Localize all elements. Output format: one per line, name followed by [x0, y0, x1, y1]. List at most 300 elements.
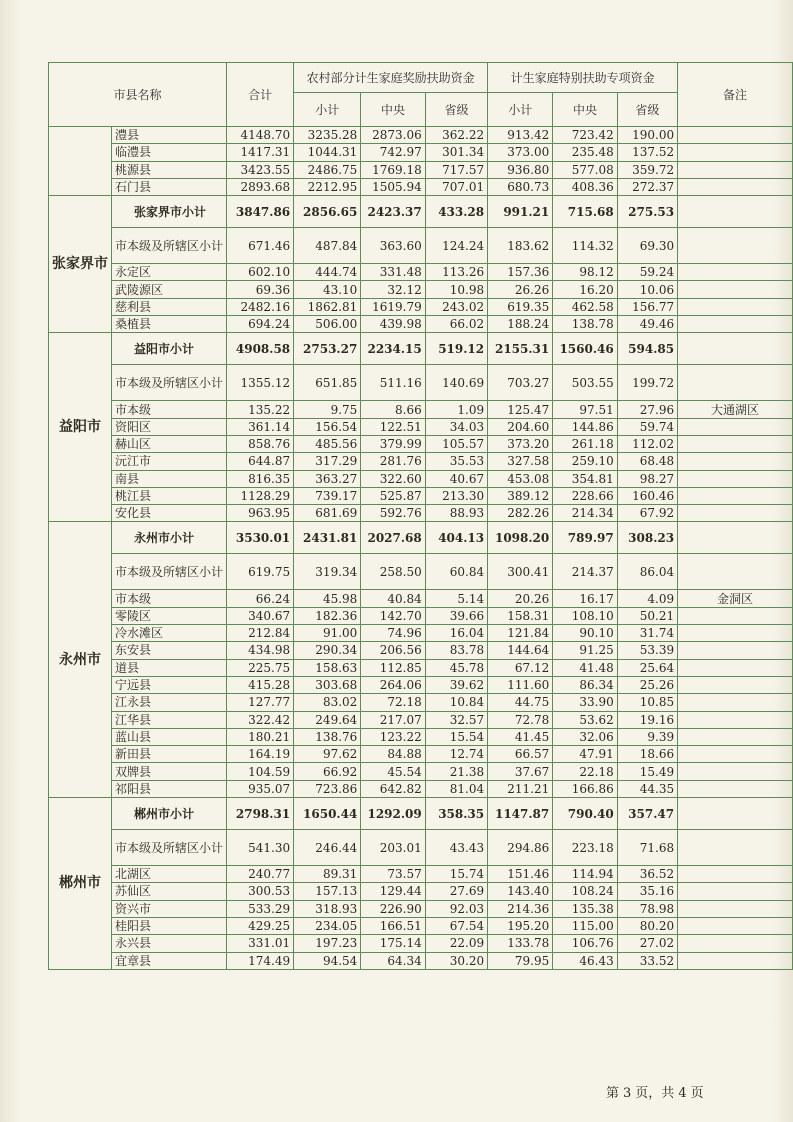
remark-cell	[678, 196, 793, 228]
value-cell: 592.76	[361, 505, 425, 522]
table-row	[49, 178, 793, 195]
value-cell: 340.67	[227, 607, 294, 624]
value-cell: 723.42	[553, 127, 617, 144]
row-name: 澧县	[112, 127, 227, 144]
value-cell: 264.06	[361, 676, 425, 693]
value-cell: 594.85	[617, 333, 677, 365]
value-cell: 249.64	[294, 711, 361, 728]
value-cell: 66.24	[227, 590, 294, 607]
table-row	[49, 780, 793, 797]
value-cell: 935.07	[227, 780, 294, 797]
remark-cell	[678, 917, 793, 934]
value-cell: 429.25	[227, 917, 294, 934]
value-cell: 206.56	[361, 642, 425, 659]
value-cell: 33.90	[553, 694, 617, 711]
table-row	[49, 830, 793, 866]
row-name: 祁阳县	[112, 780, 227, 797]
value-cell: 1355.12	[227, 365, 294, 401]
footer-post: 页	[690, 1086, 704, 1101]
value-cell: 261.18	[553, 435, 617, 452]
value-cell: 188.24	[488, 316, 553, 333]
row-name: 宜章县	[112, 952, 227, 969]
value-cell: 190.00	[617, 127, 677, 144]
value-cell: 1417.31	[227, 144, 294, 161]
value-cell: 129.44	[361, 883, 425, 900]
value-cell: 1147.87	[488, 798, 553, 830]
value-cell: 137.52	[617, 144, 677, 161]
value-cell: 272.37	[617, 178, 677, 195]
funding-table	[48, 62, 793, 970]
value-cell: 174.49	[227, 952, 294, 969]
value-cell: 525.87	[361, 487, 425, 504]
footer-mid: 页，共	[635, 1086, 675, 1101]
value-cell: 1044.31	[294, 144, 361, 161]
header-sub-4: 小计	[488, 93, 553, 127]
remark-cell	[678, 298, 793, 315]
value-cell: 108.24	[553, 883, 617, 900]
value-cell: 519.12	[425, 333, 487, 365]
value-cell: 790.40	[553, 798, 617, 830]
value-cell: 681.69	[294, 505, 361, 522]
value-cell: 1650.44	[294, 798, 361, 830]
value-cell: 142.70	[361, 607, 425, 624]
header-sub-6: 省级	[617, 93, 677, 127]
value-cell: 175.14	[361, 935, 425, 952]
value-cell: 183.62	[488, 228, 553, 264]
row-name: 赫山区	[112, 435, 227, 452]
value-cell: 135.22	[227, 401, 294, 418]
value-cell: 2753.27	[294, 333, 361, 365]
value-cell: 2212.95	[294, 178, 361, 195]
value-cell: 991.21	[488, 196, 553, 228]
table-row	[49, 161, 793, 178]
value-cell: 143.40	[488, 883, 553, 900]
value-cell: 10.06	[617, 281, 677, 298]
remark-cell	[678, 144, 793, 161]
row-name: 市本级	[112, 401, 227, 418]
value-cell: 415.28	[227, 676, 294, 693]
value-cell: 199.72	[617, 365, 677, 401]
table-row	[49, 228, 793, 264]
value-cell: 2234.15	[361, 333, 425, 365]
value-cell: 114.94	[553, 866, 617, 883]
row-name: 双牌县	[112, 763, 227, 780]
table-row	[49, 281, 793, 298]
value-cell: 59.74	[617, 418, 677, 435]
value-cell: 59.24	[617, 264, 677, 281]
value-cell: 204.60	[488, 418, 553, 435]
remark-cell	[678, 470, 793, 487]
value-cell: 104.59	[227, 763, 294, 780]
value-cell: 319.34	[294, 554, 361, 590]
table-row	[49, 952, 793, 969]
value-cell: 2155.31	[488, 333, 553, 365]
value-cell: 282.26	[488, 505, 553, 522]
row-name: 市本级及所辖区小计	[112, 365, 227, 401]
value-cell: 20.26	[488, 590, 553, 607]
remark-cell	[678, 866, 793, 883]
value-cell: 15.49	[617, 763, 677, 780]
value-cell: 133.78	[488, 935, 553, 952]
value-cell: 25.64	[617, 659, 677, 676]
remark-cell	[678, 127, 793, 144]
value-cell: 67.54	[425, 917, 487, 934]
value-cell: 936.80	[488, 161, 553, 178]
value-cell: 203.01	[361, 830, 425, 866]
remark-cell	[678, 228, 793, 264]
value-cell: 644.87	[227, 453, 294, 470]
value-cell: 742.97	[361, 144, 425, 161]
remark-cell	[678, 522, 793, 554]
remark-cell	[678, 264, 793, 281]
value-cell: 506.00	[294, 316, 361, 333]
value-cell: 275.53	[617, 196, 677, 228]
value-cell: 1505.94	[361, 178, 425, 195]
value-cell: 602.10	[227, 264, 294, 281]
value-cell: 240.77	[227, 866, 294, 883]
value-cell: 33.52	[617, 952, 677, 969]
value-cell: 91.00	[294, 625, 361, 642]
value-cell: 45.98	[294, 590, 361, 607]
remark-cell	[678, 763, 793, 780]
value-cell: 157.36	[488, 264, 553, 281]
value-cell: 963.95	[227, 505, 294, 522]
value-cell: 300.53	[227, 883, 294, 900]
value-cell: 1128.29	[227, 487, 294, 504]
value-cell: 619.75	[227, 554, 294, 590]
row-name: 沅江市	[112, 453, 227, 470]
remark-cell	[678, 659, 793, 676]
value-cell: 43.10	[294, 281, 361, 298]
remark-cell	[678, 798, 793, 830]
value-cell: 642.82	[361, 780, 425, 797]
table-row	[49, 900, 793, 917]
value-cell: 158.31	[488, 607, 553, 624]
value-cell: 180.21	[227, 728, 294, 745]
value-cell: 105.57	[425, 435, 487, 452]
value-cell: 156.54	[294, 418, 361, 435]
value-cell: 404.13	[425, 522, 487, 554]
value-cell: 651.85	[294, 365, 361, 401]
table-row	[49, 453, 793, 470]
value-cell: 913.42	[488, 127, 553, 144]
value-cell: 19.16	[617, 711, 677, 728]
table-row	[49, 883, 793, 900]
value-cell: 80.20	[617, 917, 677, 934]
value-cell: 71.68	[617, 830, 677, 866]
value-cell: 9.39	[617, 728, 677, 745]
value-cell: 35.53	[425, 453, 487, 470]
value-cell: 694.24	[227, 316, 294, 333]
value-cell: 363.60	[361, 228, 425, 264]
value-cell: 97.62	[294, 746, 361, 763]
row-name: 武陵源区	[112, 281, 227, 298]
remark-cell: 大通湖区	[678, 401, 793, 418]
remark-cell	[678, 435, 793, 452]
value-cell: 97.51	[553, 401, 617, 418]
row-name: 市本级及所辖区小计	[112, 228, 227, 264]
value-cell: 1862.81	[294, 298, 361, 315]
value-cell: 322.60	[361, 470, 425, 487]
value-cell: 53.62	[553, 711, 617, 728]
value-cell: 164.19	[227, 746, 294, 763]
value-cell: 98.27	[617, 470, 677, 487]
table-row	[49, 418, 793, 435]
value-cell: 235.48	[553, 144, 617, 161]
value-cell: 816.35	[227, 470, 294, 487]
value-cell: 354.81	[553, 470, 617, 487]
row-name: 桑植县	[112, 316, 227, 333]
value-cell: 49.46	[617, 316, 677, 333]
value-cell: 16.04	[425, 625, 487, 642]
row-name: 慈利县	[112, 298, 227, 315]
table-row	[49, 728, 793, 745]
table-row	[49, 625, 793, 642]
table-row	[49, 435, 793, 452]
table-row	[49, 505, 793, 522]
value-cell: 511.16	[361, 365, 425, 401]
value-cell: 113.26	[425, 264, 487, 281]
value-cell: 40.84	[361, 590, 425, 607]
value-cell: 2423.37	[361, 196, 425, 228]
value-cell: 300.41	[488, 554, 553, 590]
row-name: 新田县	[112, 746, 227, 763]
value-cell: 246.44	[294, 830, 361, 866]
row-name: 郴州市小计	[112, 798, 227, 830]
value-cell: 389.12	[488, 487, 553, 504]
value-cell: 858.76	[227, 435, 294, 452]
value-cell: 89.31	[294, 866, 361, 883]
value-cell: 60.84	[425, 554, 487, 590]
value-cell: 226.90	[361, 900, 425, 917]
row-name: 桃源县	[112, 161, 227, 178]
remark-cell	[678, 554, 793, 590]
value-cell: 66.02	[425, 316, 487, 333]
remark-cell	[678, 676, 793, 693]
value-cell: 1.09	[425, 401, 487, 418]
value-cell: 3423.55	[227, 161, 294, 178]
value-cell: 680.73	[488, 178, 553, 195]
value-cell: 671.46	[227, 228, 294, 264]
value-cell: 138.78	[553, 316, 617, 333]
value-cell: 2856.65	[294, 196, 361, 228]
value-cell: 39.62	[425, 676, 487, 693]
value-cell: 27.02	[617, 935, 677, 952]
row-name: 资阳区	[112, 418, 227, 435]
remark-cell	[678, 365, 793, 401]
table-row	[49, 659, 793, 676]
value-cell: 69.30	[617, 228, 677, 264]
value-cell: 84.88	[361, 746, 425, 763]
table-row	[49, 522, 793, 554]
value-cell: 327.58	[488, 453, 553, 470]
value-cell: 124.24	[425, 228, 487, 264]
value-cell: 47.91	[553, 746, 617, 763]
footer-total: 4	[678, 1086, 687, 1101]
value-cell: 22.09	[425, 935, 487, 952]
header-sub-5: 中央	[553, 93, 617, 127]
value-cell: 379.99	[361, 435, 425, 452]
value-cell: 363.27	[294, 470, 361, 487]
row-name: 苏仙区	[112, 883, 227, 900]
remark-cell	[678, 830, 793, 866]
remark-cell	[678, 178, 793, 195]
value-cell: 4908.58	[227, 333, 294, 365]
value-cell: 138.76	[294, 728, 361, 745]
value-cell: 373.20	[488, 435, 553, 452]
value-cell: 619.35	[488, 298, 553, 315]
remark-cell: 金洞区	[678, 590, 793, 607]
value-cell: 213.30	[425, 487, 487, 504]
value-cell: 1560.46	[553, 333, 617, 365]
remark-cell	[678, 883, 793, 900]
value-cell: 127.77	[227, 694, 294, 711]
row-name: 江华县	[112, 711, 227, 728]
value-cell: 281.76	[361, 453, 425, 470]
header-sub-3: 省级	[425, 93, 487, 127]
value-cell: 31.74	[617, 625, 677, 642]
city-label: 永州市	[49, 522, 112, 798]
table-row	[49, 798, 793, 830]
value-cell: 739.17	[294, 487, 361, 504]
remark-cell	[678, 728, 793, 745]
value-cell: 67.12	[488, 659, 553, 676]
table-row	[49, 676, 793, 693]
value-cell: 10.98	[425, 281, 487, 298]
header-total: 合计	[227, 63, 294, 127]
value-cell: 114.32	[553, 228, 617, 264]
value-cell: 487.84	[294, 228, 361, 264]
table-row	[49, 866, 793, 883]
row-name: 冷水滩区	[112, 625, 227, 642]
value-cell: 2431.81	[294, 522, 361, 554]
table-row	[49, 487, 793, 504]
value-cell: 318.93	[294, 900, 361, 917]
value-cell: 26.26	[488, 281, 553, 298]
row-name: 南县	[112, 470, 227, 487]
city-label: 益阳市	[49, 333, 112, 522]
value-cell: 88.93	[425, 505, 487, 522]
value-cell: 79.95	[488, 952, 553, 969]
table-row	[49, 763, 793, 780]
table-row	[49, 590, 793, 607]
remark-cell	[678, 900, 793, 917]
remark-cell	[678, 935, 793, 952]
value-cell: 98.12	[553, 264, 617, 281]
value-cell: 35.16	[617, 883, 677, 900]
remark-cell	[678, 161, 793, 178]
table-body	[49, 127, 793, 970]
value-cell: 92.03	[425, 900, 487, 917]
value-cell: 74.96	[361, 625, 425, 642]
table-row	[49, 694, 793, 711]
value-cell: 41.45	[488, 728, 553, 745]
row-name: 零陵区	[112, 607, 227, 624]
table-row	[49, 711, 793, 728]
value-cell: 166.51	[361, 917, 425, 934]
value-cell: 197.23	[294, 935, 361, 952]
value-cell: 789.97	[553, 522, 617, 554]
value-cell: 34.03	[425, 418, 487, 435]
value-cell: 1619.79	[361, 298, 425, 315]
value-cell: 94.54	[294, 952, 361, 969]
value-cell: 46.43	[553, 952, 617, 969]
value-cell: 166.86	[553, 780, 617, 797]
value-cell: 27.96	[617, 401, 677, 418]
value-cell: 258.50	[361, 554, 425, 590]
value-cell: 322.42	[227, 711, 294, 728]
value-cell: 67.92	[617, 505, 677, 522]
value-cell: 1769.18	[361, 161, 425, 178]
value-cell: 225.75	[227, 659, 294, 676]
table-row	[49, 144, 793, 161]
value-cell: 25.26	[617, 676, 677, 693]
row-name: 东安县	[112, 642, 227, 659]
value-cell: 212.84	[227, 625, 294, 642]
value-cell: 39.66	[425, 607, 487, 624]
value-cell: 157.13	[294, 883, 361, 900]
value-cell: 123.22	[361, 728, 425, 745]
header-group-reward: 农村部分计生家庭奖励扶助资金	[294, 63, 488, 93]
value-cell: 30.20	[425, 952, 487, 969]
value-cell: 78.98	[617, 900, 677, 917]
value-cell: 111.60	[488, 676, 553, 693]
value-cell: 717.57	[425, 161, 487, 178]
row-name: 市本级	[112, 590, 227, 607]
value-cell: 2482.16	[227, 298, 294, 315]
row-name: 张家界市小计	[112, 196, 227, 228]
value-cell: 503.55	[553, 365, 617, 401]
table-row	[49, 196, 793, 228]
row-name: 石门县	[112, 178, 227, 195]
value-cell: 259.10	[553, 453, 617, 470]
value-cell: 32.12	[361, 281, 425, 298]
value-cell: 73.57	[361, 866, 425, 883]
value-cell: 359.72	[617, 161, 677, 178]
row-name: 桂阳县	[112, 917, 227, 934]
value-cell: 182.36	[294, 607, 361, 624]
row-name: 资兴市	[112, 900, 227, 917]
value-cell: 10.84	[425, 694, 487, 711]
value-cell: 331.01	[227, 935, 294, 952]
value-cell: 72.18	[361, 694, 425, 711]
value-cell: 125.47	[488, 401, 553, 418]
remark-cell	[678, 711, 793, 728]
value-cell: 16.20	[553, 281, 617, 298]
value-cell: 4.09	[617, 590, 677, 607]
row-name: 道县	[112, 659, 227, 676]
value-cell: 195.20	[488, 917, 553, 934]
value-cell: 40.67	[425, 470, 487, 487]
row-name: 市本级及所辖区小计	[112, 830, 227, 866]
value-cell: 86.34	[553, 676, 617, 693]
value-cell: 44.75	[488, 694, 553, 711]
value-cell: 121.84	[488, 625, 553, 642]
value-cell: 158.63	[294, 659, 361, 676]
table-row	[49, 298, 793, 315]
value-cell: 22.18	[553, 763, 617, 780]
value-cell: 301.34	[425, 144, 487, 161]
value-cell: 1292.09	[361, 798, 425, 830]
value-cell: 577.08	[553, 161, 617, 178]
value-cell: 32.57	[425, 711, 487, 728]
value-cell: 434.98	[227, 642, 294, 659]
value-cell: 1098.20	[488, 522, 553, 554]
value-cell: 160.46	[617, 487, 677, 504]
table-row	[49, 554, 793, 590]
value-cell: 234.05	[294, 917, 361, 934]
table-row	[49, 917, 793, 934]
